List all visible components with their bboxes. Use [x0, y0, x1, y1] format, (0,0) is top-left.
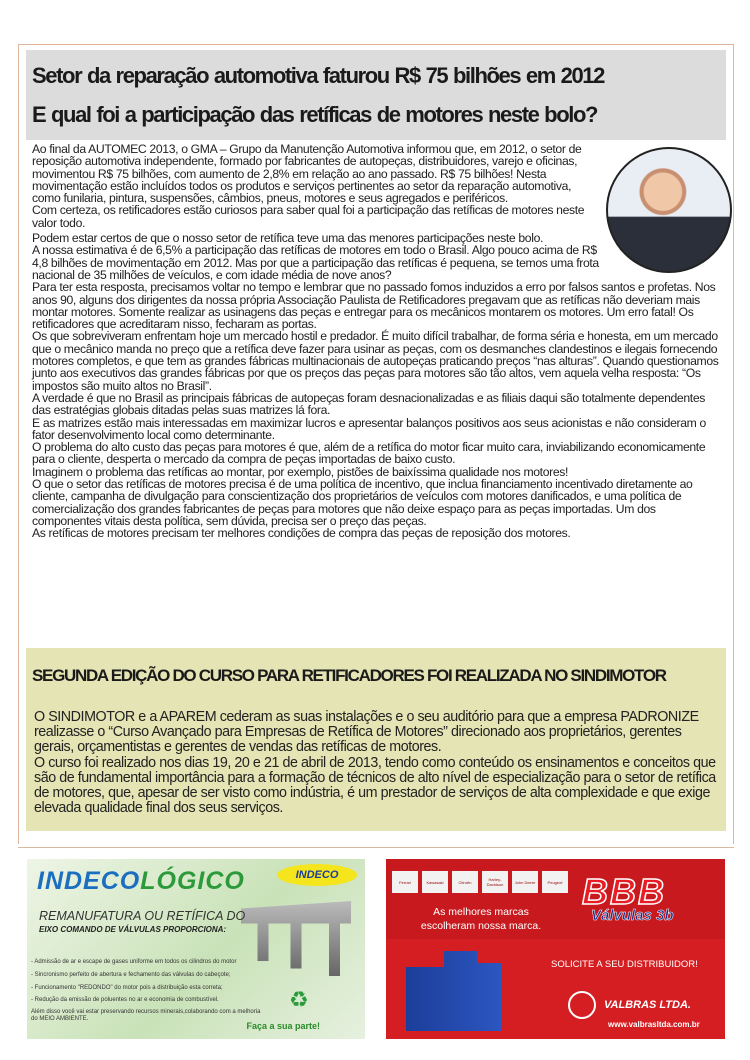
paragraph: O que o setor das retíficas de motores precisa é de uma política de incentivo, que inclua financiamento incentivado diretamente ao cliente, campanha de divulgação para conscientização dos proprietários de veículos com motores danificados, e uma política de comercialização dos grandes fabricantes de peças para motores que não deixe espaço para as peças importadas. Um dos componentes vitais desta política, sem dúvida, precisa ser o preço das peças. — [32, 477, 693, 528]
valvulas-logo: Válvulas 3b — [591, 907, 674, 924]
valve-boxes-image — [406, 951, 501, 1031]
man-with-wrench-photo — [606, 147, 732, 273]
ad-bullet: - Redução da emissão de poluentes no ar e economia de combustível. — [31, 997, 219, 1003]
bbb-logo: BBB — [582, 871, 666, 912]
company-url[interactable]: www.valbrasltda.com.br — [608, 1020, 700, 1029]
headline-line-1: Setor da reparação automotiva faturou R$ 75 bilhões em 2012 — [32, 63, 604, 88]
paragraph: E as matrizes estão mais interessadas em maximizar lucros e apresentar balanços positivos aos seus acionistas e não consideram o fator desenvolvimento local como determinante. — [32, 415, 706, 442]
indeco-logo: INDECO — [277, 864, 357, 886]
section-body — [34, 710, 718, 816]
brand-logo: Kawasaki — [422, 871, 448, 893]
brand-logo: Ferrari — [392, 871, 418, 893]
headline-line-2: E qual foi a participação das retíficas de motores neste bolo? — [32, 102, 598, 127]
indeco-ad[interactable] — [27, 859, 365, 1039]
paragraph: O SINDIMOTOR e a APAREM cederam as suas instalações e o seu auditório para que a empresa PADRONIZE realizasse o “Curso Avançado para Empresas de Retífica de Motores” direcionado aos proprietários, gerentes gerais, orçamentistas e gerentes de vendas das retíficas de motores. — [34, 709, 699, 756]
paragraph: Com certeza, os retificadores estão curiosos para saber qual foi a participação das retíficas de motores neste valor todo. — [32, 203, 585, 230]
brand-logos — [392, 871, 568, 893]
ad-bullet: - Sincronismo perfeito de abertura e fechamento das válvulas do cabeçote; — [31, 972, 231, 978]
valve-logo-icon — [568, 991, 596, 1019]
company-name: VALBRAS LTDA. — [604, 999, 691, 1011]
divider — [18, 847, 734, 848]
brand-logo: Peugeot — [542, 871, 568, 893]
paragraph: O curso foi realizado nos dias 19, 20 e 21 de abril de 2013, tendo como conteúdo os ensinamentos e conceitos que são de fundamental importância para a formação de técnicos de alto nível de especialização para o setor de retífica de motores, que, apesar de ser visto como indústria, é um prestador de serviços de alta complexidade e que exige elevada qualidade final dos seus serviços. — [34, 754, 716, 817]
paragraph: Ao final da AUTOMEC 2013, o GMA – Grupo da Manutenção Automotiva informou que, em 2012, o setor de reposição automotiva independente, formado por fabricantes de autopeças, distribuidores, varejo e oficinas, movimentou R$ 75 bilhões, com aumento de 2,8% em relação ao ano passado. R$ 75 bilhões! Nesta movimentação estão incluídos todos os produtos e serviços pertinentes ao setor da reparação automotiva, como funilaria, pintura, suspensões, câmbios, pneus, motores e seus agregados e periféricos. — [32, 142, 582, 206]
paragraph: As retíficas de motores precisam ter melhores condições de compra das peças de reposição dos motores. — [32, 526, 571, 541]
ad-cta: SOLICITE A SEU DISTRIBUIDOR! — [551, 959, 698, 970]
brand-logo: Citroën — [452, 871, 478, 893]
paragraph: A verdade é que no Brasil as principais fábricas de autopeças foram desnacionalizadas e as filiais daqui são totalmente dependentes das estratégias globais ditadas pelas suas matrizes lá fora. — [32, 390, 705, 418]
valbras-ad[interactable] — [386, 859, 725, 1039]
ad-footer: Além disso você vai estar preservando recursos minerais,colaborando com a melhoria do MEIO AMBIENTE. — [31, 1009, 261, 1022]
ad-bullet: - Admissão de ar e escape de gases uniforme em todos os cilindros do motor — [31, 959, 237, 965]
ad-cta: Faça a sua parte! — [246, 1021, 320, 1031]
section-title: SEGUNDA EDIÇÃO DO CURSO PARA RETIFICADORES FOI REALIZADA NO SINDIMOTOR — [32, 666, 666, 685]
paragraph: Podem estar certos de que o nosso setor de retífica teve uma das menores participações neste bolo. — [32, 231, 544, 246]
ad-line-2: EIXO COMANDO DE VÁLVULAS PROPORCIONA: — [39, 925, 227, 934]
recycle-icon: ♻ — [289, 987, 309, 1012]
paragraph: Imaginem o problema das retíficas ao montar, por exemplo, pistões de baixíssima qualidade nos motores! — [32, 464, 569, 479]
brand-logo: John Deere — [512, 871, 538, 893]
headline-box — [26, 50, 726, 140]
ad-tagline: As melhores marcas escolheram nossa marca. — [420, 906, 542, 932]
frame-line-right — [733, 44, 734, 844]
frame-line-left — [18, 44, 19, 844]
ad-bullet: - Funcionamento "REDONDO" do motor pois a distribuição esta correta; — [31, 985, 223, 991]
course-section — [26, 648, 726, 831]
frame-line-top — [18, 44, 734, 45]
paragraph: O problema do alto custo das peças para motores é que, além de a retífica do motor ficar muito cara, inviabilizando economicamente para o cliente, desperta o mercado da compra de peças importadas de baixo custo. — [32, 440, 706, 467]
paragraph: A nossa estimativa é de 6,5% a participação das retíficas de motores em todo o Brasil. Algo pouco acima de R$ 4,8 bilhões de movimentação em 2012. Mas por que a participação das retíficas é pequena, se temos uma frota nacional de 35 milhões de veículos, e com idade média de nove anos? — [32, 243, 599, 282]
paragraph: Os que sobreviveram enfrentam hoje um mercado hostil e predador. É muito difícil trabalhar, de forma séria e honesta, em um mercado que o mecânico manda no preço que a retífica deve fazer para usinar as peças, com os desmanches clandestinos e ilegais fornecendo motores completos, e que tem as grandes fábricas multinacionais de autopeças praticando preços “nas alturas”. Quando questionamos junto aos executivos das grandes fábricas por que os preços das peças para motores são tão altos, vem aquela velha resposta: “Os impostos são muito altos no Brasil”. — [32, 329, 719, 393]
ad-brand: INDECOLÓGICO — [37, 867, 245, 895]
paragraph: Para ter esta resposta, precisamos voltar no tempo e lembrar que no passado fomos induzidos a erro por falsos santos e profetas. Nos anos 90, alguns dos dirigentes da nossa própria Associação Paulista de Retificadores pregavam que as retíficas não deveriam mais montar motores. Somente realizar as usinagens das peças e entregar para os mecânicos montarem os motores. Um erro fatal! Os retificadores que acreditaram nisso, fecharam as portas. — [32, 280, 716, 332]
brand-logo: Harley-Davidson — [482, 871, 508, 893]
article-body — [32, 143, 726, 540]
ad-line-1: REMANUFATURA OU RETÍFICA DO — [39, 909, 246, 923]
